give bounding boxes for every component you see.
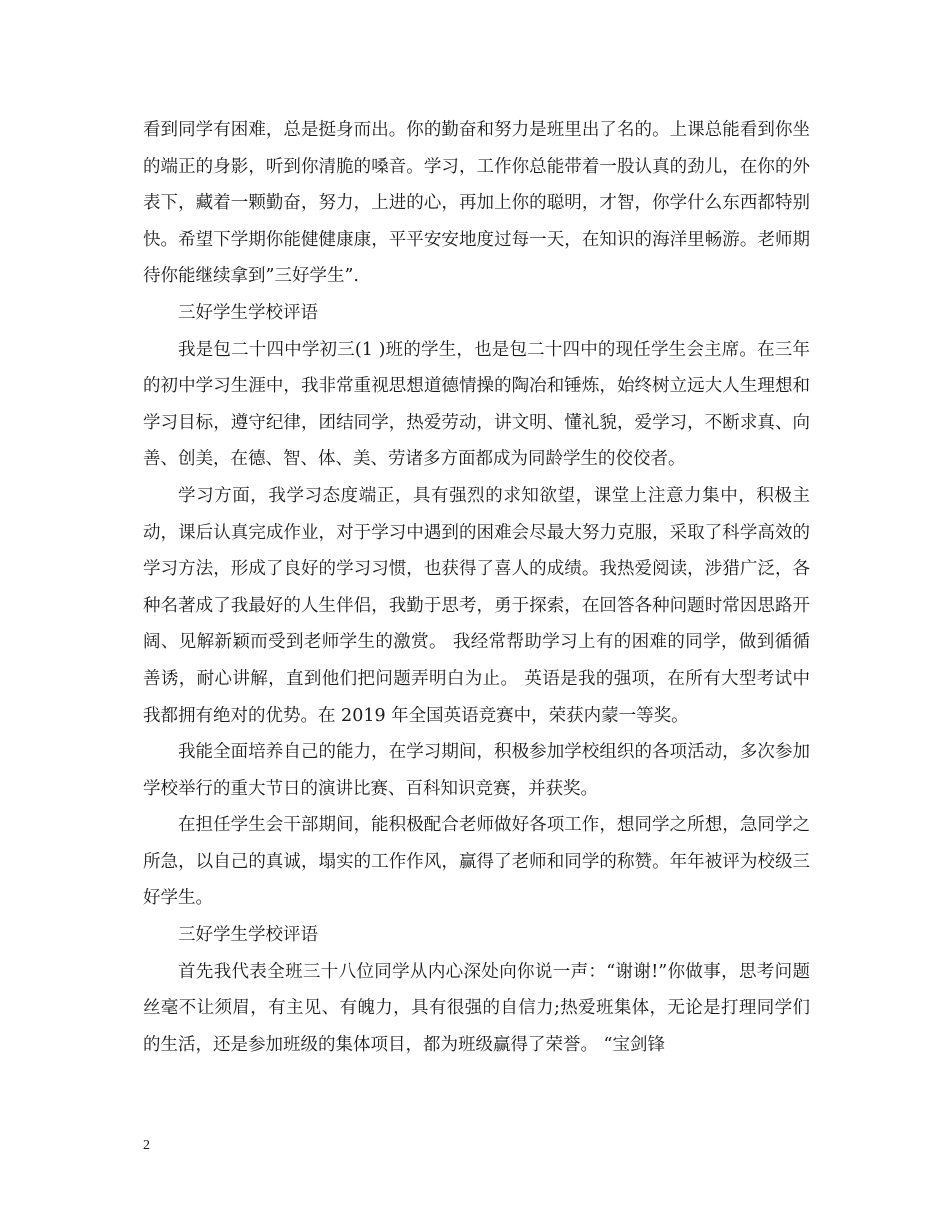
paragraph: 我能全面培养自己的能力，在学习期间，积极参加学校组织的各项活动，多次参加学校举行的重大节日的演讲比赛、百科知识竞赛，并获奖。 [143,742,810,799]
page-number: 2 [143,1138,150,1153]
section-heading: 三好学生学校评语 [178,302,318,323]
document-body [143,112,810,1063]
paragraph: 首先我代表全班三十八位同学从内心深处向你说一声：“谢谢!”你做事，思考问题丝毫不让须眉，有主见、有魄力，具有很强的自信力;热爱班集体，无论是打理同学们的生活，还是参加班级的集体项目，都为班级赢得了荣誉。 “宝剑锋 [143,961,810,1055]
paragraph-continuation: 看到同学有困难，总是挺身而出。你的勤奋和努力是班里出了名的。上课总能看到你坐的端正的身影，听到你清脆的嗓音。学习，工作你总能带着一股认真的劲儿，在你的外表下，藏着一颗勤奋，努力，上进的心，再加上你的聪明，才智，你学什么东西都特别快。希望下学期你能健健康康，平平安安地度过每一天，在知识的海洋里畅游。老师期待你能继续拿到”三好学生”. [143,120,810,287]
paragraph: 我是包二十四中学初三(1 )班的学生，也是包二十四中的现任学生会主席。在三年的初中学习生涯中，我非常重视思想道德情操的陶冶和锤炼，始终树立远大人生理想和学习目标，遵守纪律，团结同学，热爱劳动，讲文明、懂礼貌，爱学习，不断求真、向善、创美，在德、智、体、美、劳诸多方面都成为同龄学生的佼佼者。 [143,339,810,470]
paragraph: 在担任学生会干部期间，能积极配合老师做好各项工作，想同学之所想，急同学之所急，以自己的真诚，塌实的工作作风，赢得了老师和同学的称赞。年年被评为校级三好学生。 [143,815,810,909]
paragraph: 学习方面，我学习态度端正，具有强烈的求知欲望，课堂上注意力集中，积极主动，课后认真完成作业，对于学习中遇到的困难会尽最大努力克服，采取了科学高效的学习方法，形成了良好的学习习惯，也获得了喜人的成绩。我热爱阅读，涉猎广泛，各种名著成了我最好的人生伴侣，我勤于思考，勇于探索，在回答各种问题时常因思路开阔、见解新颖而受到老师学生的激赏。 我经常帮助学习上有的困难的同学，做到循循善诱，耐心讲解，直到他们把问题弄明白为止。 英语是我的强项，在所有大型考试中我都拥有绝对的优势。在 2019 年全国英语竞赛中，荣获内蒙一等奖。 [143,485,810,726]
section-heading: 三好学生学校评语 [178,925,318,946]
